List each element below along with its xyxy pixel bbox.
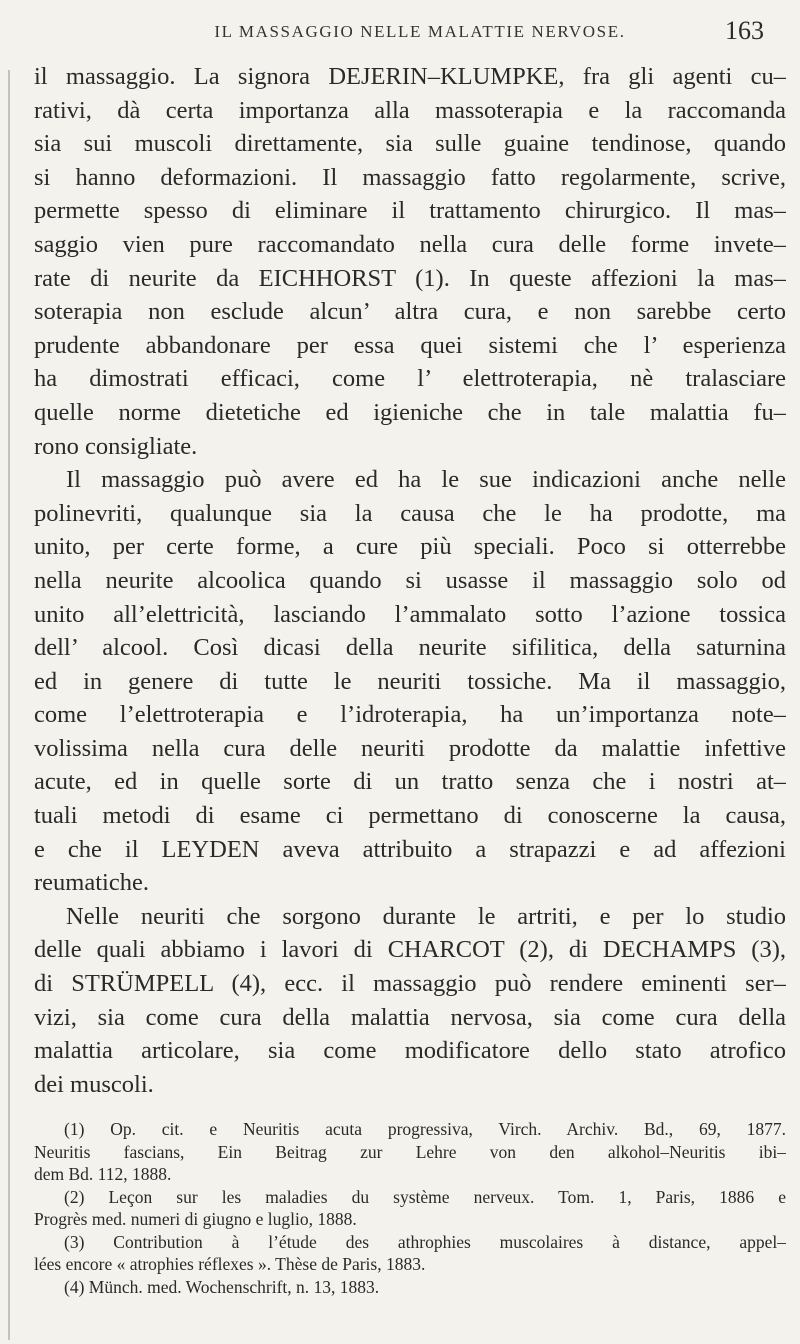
footnotes — [34, 1118, 786, 1298]
text-line: rate di neurite da EICHHORST (1). In queste affezioni la mas– — [34, 264, 786, 292]
text-line: malattia articolare, sia come modificatore dello stato atrofico — [34, 1037, 786, 1065]
text-line: permette spesso di eliminare il trattamento chirurgico. Il mas– — [34, 197, 786, 225]
body-text — [34, 60, 786, 1101]
text-line: volissima nella cura delle neuriti prodotte da malattie infettive — [34, 734, 786, 762]
text-line: il massaggio. La signora DEJERIN–KLUMPKE, fra gli agenti cu– — [34, 63, 786, 90]
text-line: quelle norme dietetiche ed igieniche che in tale malattia fu– — [34, 398, 786, 426]
text-line: acute, ed in quelle sorte di un tratto senza che i nostri at– — [34, 768, 786, 796]
running-head — [60, 16, 780, 56]
text-line: ha dimostrati efficaci, come l’ elettroterapia, nè tralasciare — [34, 365, 786, 393]
text-line: delle quali abbiamo i lavori di CHARCOT (2), di DECHAMPS (3), — [34, 936, 786, 964]
text-line: di STRÜMPELL (4), ecc. il massaggio può rendere eminenti ser– — [34, 970, 786, 998]
text-line: soterapia non esclude alcun’ altra cura, e non sarebbe certo — [34, 298, 786, 326]
text-line: Nelle neuriti che sorgono durante le artriti, e per lo studio — [66, 902, 786, 930]
text-line: polinevriti, qualunque sia la causa che le ha prodotte, ma — [34, 499, 786, 527]
text-line: tuali metodi di esame ci permettano di conoscerne la causa, — [34, 802, 786, 830]
footnote-line: (4) Münch. med. Wochenschrift, n. 13, 1883. — [64, 1276, 380, 1297]
text-line: unito, per certe forme, a cure più speciali. Poco si otterrebbe — [34, 533, 786, 561]
text-line: dei muscoli. — [34, 1070, 154, 1098]
text-line: prudente abbandonare per essa quei sistemi che l’ esperienza — [34, 331, 786, 359]
text-line: ed in genere di tutte le neuriti tossiche. Ma il massaggio, — [34, 667, 786, 695]
text-line: si hanno deformazioni. Il massaggio fatto regolarmente, scrive, — [34, 163, 786, 191]
text-line: vizi, sia come cura della malattia nervosa, sia come cura della — [34, 1003, 786, 1031]
text-line: rativi, dà certa importanza alla massoterapia e la raccomanda — [34, 96, 786, 124]
text-line: nella neurite alcoolica quando si usasse il massaggio solo od — [34, 566, 786, 594]
text-line: sia sui muscoli direttamente, sia sulle guaine tendinose, quando — [34, 130, 786, 158]
text-line: Il massaggio può avere ed ha le sue indicazioni anche nelle — [66, 466, 786, 494]
text-line: e che il LEYDEN aveva attribuito a strapazzi e ad affezioni — [34, 835, 786, 863]
footnote-line: (3) Contribution à l’étude des athrophies muscolaires à distance, appel– — [64, 1231, 786, 1252]
binding-edge — [8, 70, 10, 1340]
footnote-line: lées encore « atrophies réflexes ». Thèse de Paris, 1883. — [34, 1254, 426, 1274]
text-line: come l’elettroterapia e l’idroterapia, ha un’importanza note– — [34, 701, 786, 729]
text-line: dell’ alcool. Così dicasi della neurite sifilitica, della saturnina — [34, 634, 786, 662]
running-title: IL MASSAGGIO NELLE MALATTIE NERVOSE. — [214, 22, 626, 41]
page-number: 163 — [725, 16, 764, 45]
text-line: rono consigliate. — [34, 432, 198, 460]
footnote-line: (2) Leçon sur les maladies du système nerveux. Tom. 1, Paris, 1886 e — [64, 1186, 786, 1207]
footnote-line: Neuritis fascians, Ein Beitrag zur Lehre von den alkohol–Neuritis ibi– — [34, 1141, 786, 1162]
footnote-line: (1) Op. cit. e Neuritis acuta progressiva, Virch. Archiv. Bd., 69, 1877. — [64, 1119, 786, 1139]
footnote-line: dem Bd. 112, 1888. — [34, 1164, 172, 1184]
text-line: reumatiche. — [34, 869, 149, 897]
footnote-line: Progrès med. numeri di giugno e luglio, 1888. — [34, 1209, 357, 1229]
text-line: saggio vien pure raccomandato nella cura delle forme invete– — [34, 230, 786, 258]
text-line: unito all’elettricità, lasciando l’ammalato sotto l’azione tossica — [34, 600, 786, 628]
